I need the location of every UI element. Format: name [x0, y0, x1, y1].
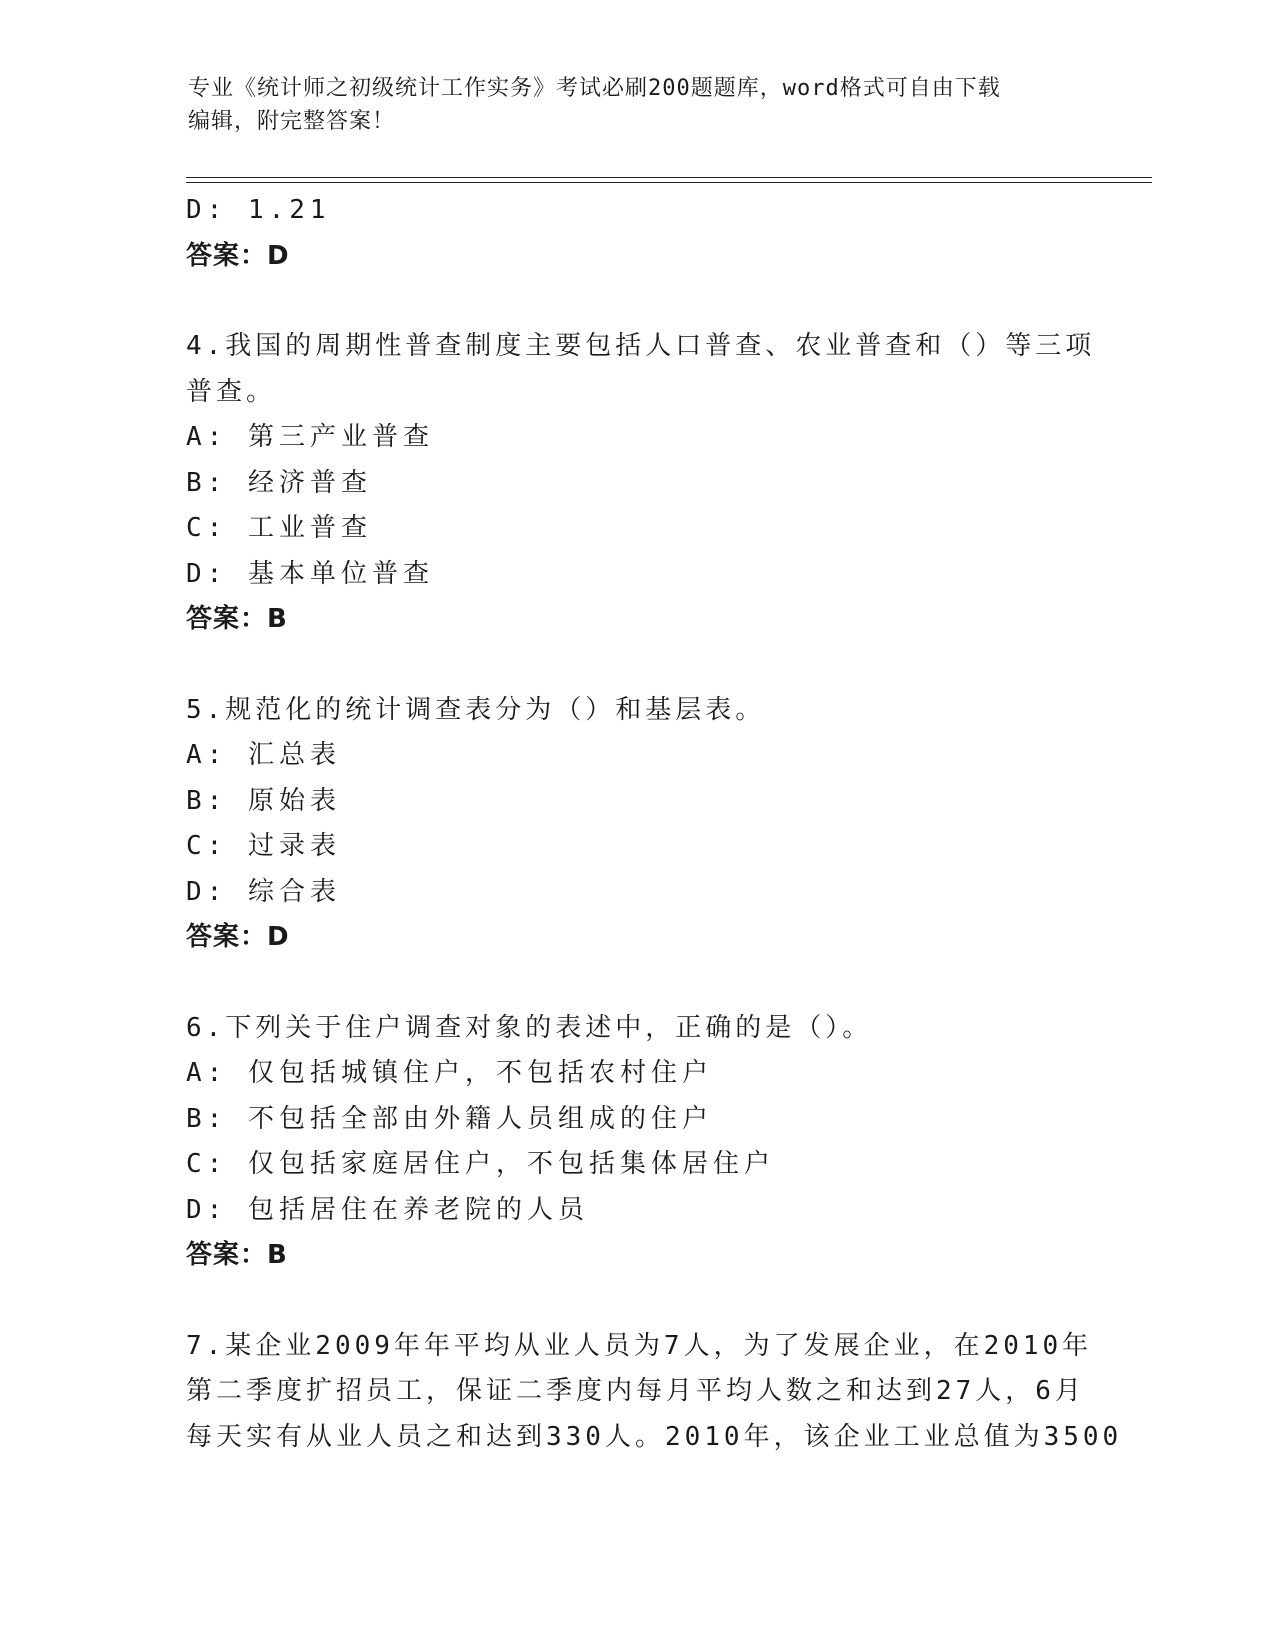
- header-line-2: 编辑，附完整答案！: [188, 109, 396, 134]
- option-a: A: 第三产业普查: [186, 422, 434, 452]
- answer-line: 答案：D: [186, 922, 290, 952]
- question-text-line: 普查。: [186, 376, 277, 407]
- spacer: [186, 961, 1106, 1006]
- header-line-1: 专业《统计师之初级统计工作实务》考试必刷200题题库，word格式可自由下载: [188, 76, 1001, 101]
- question-4: [186, 324, 1106, 643]
- option-a: A: 汇总表: [186, 740, 341, 770]
- previous-question-tail: [186, 188, 1106, 279]
- option-b: B: 经济普查: [186, 467, 372, 498]
- question-text-line: 4.我国的周期性普查制度主要包括人口普查、农业普查和（）等三项: [186, 331, 1096, 361]
- answer-line: 答案：B: [186, 1240, 288, 1270]
- header-divider-top: [186, 177, 1152, 178]
- header-divider-bottom: [186, 182, 1152, 183]
- question-text-line: 5.规范化的统计调查表分为（）和基层表。: [186, 694, 766, 725]
- document-header: [188, 72, 1108, 138]
- option-c: C: 工业普查: [186, 513, 372, 543]
- option-c: C: 仅包括家庭居住户，不包括集体居住户: [186, 1149, 775, 1179]
- answer-line: 答案：B: [186, 604, 288, 634]
- option-b: B: 原始表: [186, 785, 341, 816]
- question-text-line: 6.下列关于住户调查对象的表述中，正确的是（）。: [186, 1012, 873, 1043]
- question-text-line: 每天实有从业人员之和达到330人。2010年，该企业工业总值为3500: [186, 1421, 1123, 1452]
- question-5: [186, 688, 1106, 961]
- answer-line: 答案：D: [186, 240, 290, 271]
- option-d: D: 综合表: [186, 876, 341, 907]
- question-text-line: 第二季度扩招员工，保证二季度内每月平均人数之和达到27人，6月: [186, 1376, 1085, 1406]
- question-6: [186, 1006, 1106, 1279]
- question-list: [186, 188, 1123, 1460]
- spacer: [186, 1279, 1106, 1324]
- option-d: D: 基本单位普查: [186, 558, 434, 589]
- option-c: C: 过录表: [186, 831, 341, 861]
- spacer: [186, 643, 1106, 688]
- option-d: D: 1.21: [186, 195, 331, 225]
- option-d: D: 包括居住在养老院的人员: [186, 1194, 589, 1225]
- option-b: B: 不包括全部由外籍人员组成的住户: [186, 1103, 713, 1134]
- question-7: [186, 1324, 1123, 1461]
- option-a: A: 仅包括城镇住户，不包括农村住户: [186, 1058, 713, 1088]
- question-text-line: 7.某企业2009年年平均从业人员为7人，为了发展企业，在2010年: [186, 1330, 1093, 1361]
- spacer: [186, 279, 1106, 324]
